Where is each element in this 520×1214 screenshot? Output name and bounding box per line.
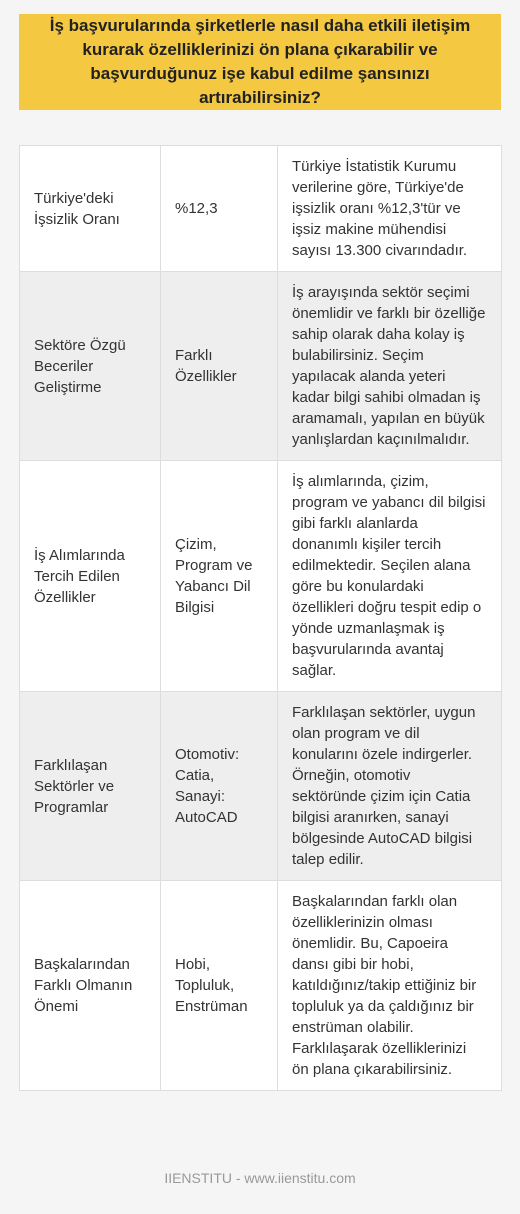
table-row <box>20 461 502 692</box>
description-cell: Türkiye İstatistik Kurumu verilerine göre, Türkiye'de işsizlik oranı %12,3'tür ve işsiz makine mühendisi sayısı 13.300 civarındadır. <box>278 146 502 272</box>
table-row <box>20 692 502 881</box>
topic-cell: Başkalarından Farklı Olmanın Önemi <box>20 881 161 1091</box>
topic-cell: Farklılaşan Sektörler ve Programlar <box>20 692 161 881</box>
value-cell: Farklı Özellikler <box>161 272 278 461</box>
title-banner <box>19 14 501 110</box>
info-table <box>19 145 502 1091</box>
footer-credit: IIENSTITU - www.iienstitu.com <box>164 1170 356 1186</box>
table-row <box>20 272 502 461</box>
topic-cell: İş Alımlarında Tercih Edilen Özellikler <box>20 461 161 692</box>
description-cell: Farklılaşan sektörler, uygun olan program ve dil konularını özele indirgerler. Örneğin, otomotiv sektöründe çizim için Catia bilgisi aranırken, sanayi bölgesinde AutoCAD bilgisi talep edilir. <box>278 692 502 881</box>
value-cell: Hobi, Topluluk, Enstrüman <box>161 881 278 1091</box>
page-title: İş başvurularında şirketlerle nasıl daha etkili iletişim kurarak özelliklerinizi ön plana çıkarabilir ve başvurduğunuz işe kabul edilme şansınızı artırabilirsiniz? <box>49 16 471 107</box>
topic-cell: Sektöre Özgü Beceriler Geliştirme <box>20 272 161 461</box>
value-cell: Çizim, Program ve Yabancı Dil Bilgisi <box>161 461 278 692</box>
table-row <box>20 881 502 1091</box>
table-row <box>20 146 502 272</box>
value-cell: %12,3 <box>161 146 278 272</box>
topic-cell: Türkiye'deki İşsizlik Oranı <box>20 146 161 272</box>
description-cell: Başkalarından farklı olan özelliklerinizin olması önemlidir. Bu, Capoeira dansı gibi bir hobi, katıldığınız/takip ettiğiniz bir topluluk ya da çaldığınız bir enstrüman olabilir. Farklılaşarak özelliklerinizi ön plana çıkarabilirsiniz. <box>278 881 502 1091</box>
description-cell: İş alımlarında, çizim, program ve yabancı dil bilgisi gibi farklı alanlarda donanımlı kişiler tercih edilmektedir. Seçilen alana göre bu konulardaki özellikleri doğru tespit edip o yönde uzmanlaşmak iş başvurularında avantaj sağlar. <box>278 461 502 692</box>
description-cell: İş arayışında sektör seçimi önemlidir ve farklı bir özelliğe sahip olarak daha kolay iş bulabilirsiniz. Seçim yapılacak alanda yeteri kadar bilgi sahibi olmadan iş aramamalı, yapılan en büyük yanlışlardan kaçınılmalıdır. <box>278 272 502 461</box>
value-cell: Otomotiv: Catia, Sanayi: AutoCAD <box>161 692 278 881</box>
